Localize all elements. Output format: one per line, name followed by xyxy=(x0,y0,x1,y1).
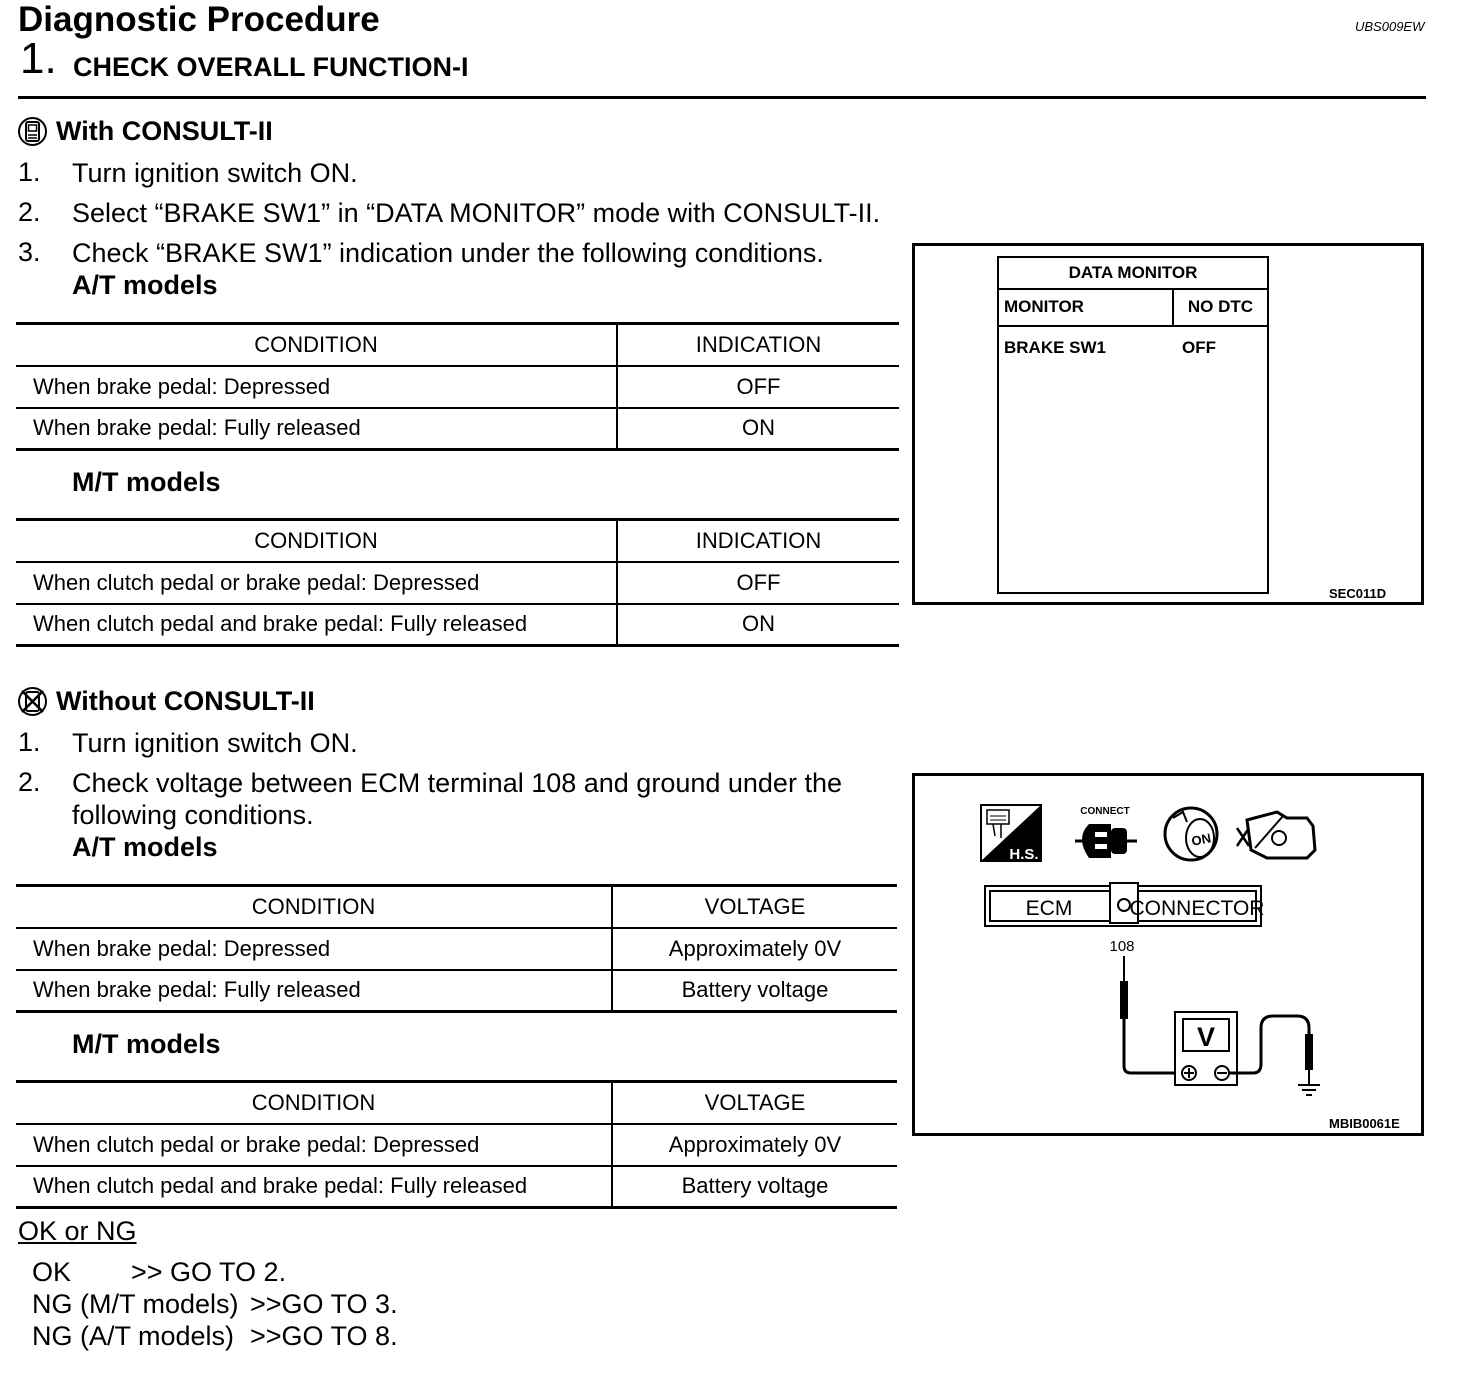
monitor-column-label: MONITOR xyxy=(1004,297,1084,316)
step-text: Turn ignition switch ON. xyxy=(72,158,358,188)
with-consult-heading xyxy=(17,116,273,147)
brake-sw1-label: BRAKE SW1 xyxy=(1004,338,1107,357)
step-text: Select “BRAKE SW1” in “DATA MONITOR” mode with CONSULT-II. xyxy=(72,198,881,228)
condition-cell: When brake pedal: Fully released xyxy=(33,415,361,441)
at-models-label: A/T models xyxy=(72,832,218,862)
engine-off-icon xyxy=(1237,812,1315,858)
table-header-row xyxy=(16,1082,897,1124)
voltage-cell: Approximately 0V xyxy=(612,1124,897,1166)
table-header-row xyxy=(16,520,899,562)
ecm-label: ECM xyxy=(1025,897,1073,920)
circuit-diagram xyxy=(915,776,1421,1133)
step-text-continued: following conditions. xyxy=(72,800,314,830)
terminal-number: 108 xyxy=(1109,938,1135,955)
step-text: Turn ignition switch ON. xyxy=(72,728,358,758)
at-indication-table xyxy=(16,322,899,451)
data-monitor-title: DATA MONITOR xyxy=(999,258,1267,290)
table-row xyxy=(16,1166,897,1208)
header-rule xyxy=(18,96,1426,99)
no-consult-icon xyxy=(17,686,48,717)
condition-cell: When brake pedal: Fully released xyxy=(33,977,361,1003)
column-header-condition: CONDITION xyxy=(251,893,376,919)
connect-icon xyxy=(1075,824,1137,858)
figure-code: SEC011D xyxy=(1329,586,1387,601)
monitor-header-rule xyxy=(999,325,1267,327)
step-num: 2. xyxy=(18,197,41,227)
step-text: Check “BRAKE SW1” indication under the following conditions. xyxy=(72,238,824,268)
condition-cell: When clutch pedal and brake pedal: Fully released xyxy=(33,611,528,637)
indication-cell: ON xyxy=(617,408,899,450)
table-row xyxy=(16,604,899,646)
result-action-ng-at: >>GO TO 8. xyxy=(250,1321,398,1351)
table-row xyxy=(16,928,897,970)
condition-cell: When clutch pedal or brake pedal: Depressed xyxy=(33,1131,480,1157)
data-monitor-figure xyxy=(912,243,1424,605)
connect-label: CONNECT xyxy=(1080,806,1130,817)
column-header-condition: CONDITION xyxy=(254,331,378,357)
without-consult-heading xyxy=(17,686,315,717)
result-label-ng-mt: NG (M/T models) xyxy=(32,1289,239,1319)
ground-icon xyxy=(1298,1085,1320,1095)
step-text: Check voltage between ECM terminal 108 and ground under the xyxy=(72,768,842,798)
column-header-voltage: VOLTAGE xyxy=(612,886,897,928)
hs-label: H.S. xyxy=(1009,846,1039,863)
indication-cell: OFF xyxy=(617,366,899,408)
result-action-ng-mt: >>GO TO 3. xyxy=(250,1289,398,1319)
indication-cell: OFF xyxy=(617,562,899,604)
without-consult-label: Without CONSULT-II xyxy=(56,686,315,716)
step-number: 1. xyxy=(20,34,57,83)
voltage-cell: Approximately 0V xyxy=(612,928,897,970)
at-models-label: A/T models xyxy=(72,270,218,300)
table-row xyxy=(16,1124,897,1166)
document-id: UBS009EW xyxy=(1355,19,1425,34)
column-header-condition: CONDITION xyxy=(251,1089,376,1115)
page-title: Diagnostic Procedure xyxy=(18,0,380,39)
condition-cell: When brake pedal: Depressed xyxy=(33,373,331,399)
mt-models-label: M/T models xyxy=(72,467,221,497)
with-consult-label: With CONSULT-II xyxy=(56,116,273,146)
column-header-voltage: VOLTAGE xyxy=(612,1082,897,1124)
column-header-indication: INDICATION xyxy=(617,520,899,562)
no-dtc-label: NO DTC xyxy=(1187,297,1254,316)
column-header-condition: CONDITION xyxy=(254,527,378,553)
table-row xyxy=(16,366,899,408)
figure-code: MBIB0061E xyxy=(1329,1116,1400,1131)
mt-voltage-table xyxy=(16,1080,897,1209)
condition-cell: When clutch pedal and brake pedal: Fully released xyxy=(33,1173,528,1199)
table-row xyxy=(16,970,897,1012)
result-label-ng-at: NG (A/T models) xyxy=(32,1321,235,1351)
step-num: 3. xyxy=(18,237,41,267)
table-header-row xyxy=(16,886,897,928)
table-row xyxy=(16,408,899,450)
result-action-ok: >> GO TO 2. xyxy=(131,1257,287,1287)
condition-cell: When brake pedal: Depressed xyxy=(33,935,331,961)
step-num: 2. xyxy=(18,767,41,797)
table-header-row xyxy=(16,324,899,366)
step-num: 1. xyxy=(18,157,41,187)
mt-models-label: M/T models xyxy=(72,1029,221,1059)
step-title: CHECK OVERALL FUNCTION-I xyxy=(73,52,469,82)
voltage-cell: Battery voltage xyxy=(612,970,897,1012)
on-label: ON xyxy=(1190,830,1213,849)
meter-label: V xyxy=(1196,1022,1216,1052)
ok-ng-heading: OK or NG xyxy=(18,1216,137,1246)
result-label-ok: OK xyxy=(32,1257,72,1287)
mt-indication-table xyxy=(16,518,899,647)
negative-probe xyxy=(1229,1016,1313,1085)
table-row xyxy=(16,562,899,604)
consult-icon xyxy=(17,116,48,147)
indication-cell: ON xyxy=(617,604,899,646)
data-monitor-screen xyxy=(997,256,1269,594)
step-num: 1. xyxy=(18,727,41,757)
condition-cell: When clutch pedal or brake pedal: Depressed xyxy=(33,569,480,595)
voltage-cell: Battery voltage xyxy=(612,1166,897,1208)
at-voltage-table xyxy=(16,884,897,1013)
circuit-figure xyxy=(912,773,1424,1136)
connector-label: CONNECTOR xyxy=(1129,897,1265,920)
brake-sw1-value: OFF xyxy=(1182,338,1216,357)
column-header-indication: INDICATION xyxy=(617,324,899,366)
